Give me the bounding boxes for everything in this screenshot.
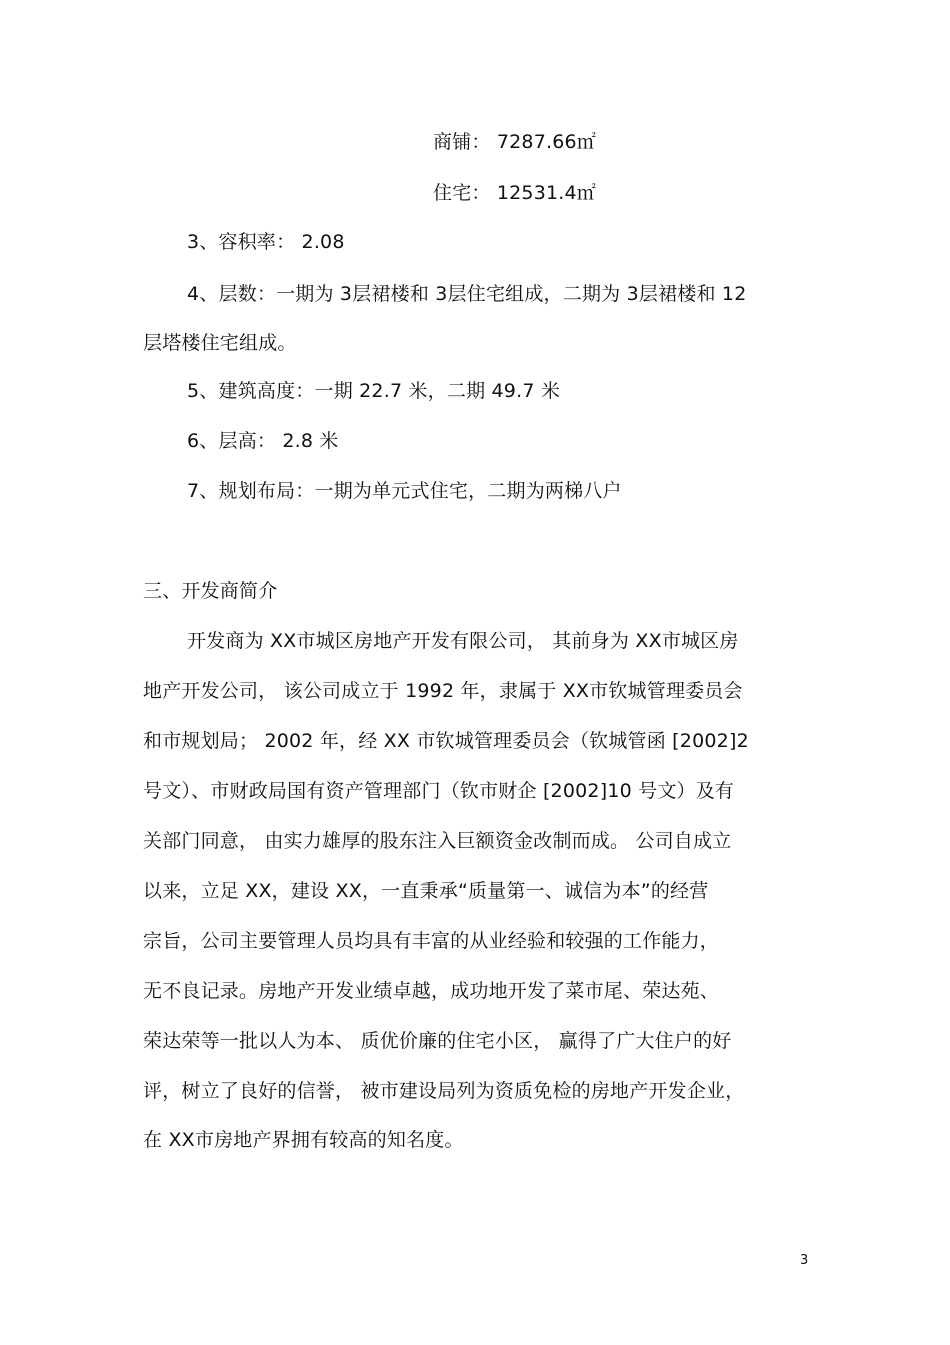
paragraph-line: 无不良记录。房地产开发业绩卓越，成功地开发了菜市尾、荣达苑、 (143, 980, 720, 1002)
item-plot-ratio: 3、容积率： 2.08 (187, 231, 345, 253)
paragraph-line: 荣达荣等一批以人为本、 质优价廉的住宅小区， 赢得了广大住户的好 (143, 1030, 732, 1052)
area-line-residential: 住宅： 12531.4㎡ (433, 182, 597, 204)
paragraph-line: 号文）、市财政局国有资产管理部门（钦市财企 [2002]10 号文）及有 (143, 780, 735, 802)
paragraph-line: 在 XX市房地产界拥有较高的知名度。 (143, 1129, 464, 1151)
paragraph-line: 宗旨，公司主要管理人员均具有丰富的从业经验和较强的工作能力， (143, 930, 720, 952)
paragraph-line: 和市规划局； 2002 年，经 XX 市钦城管理委员会（钦城管函 [2002]2 (143, 730, 749, 752)
paragraph-line: 关部门同意， 由实力雄厚的股东注入巨额资金改制而成。 公司自成立 (143, 830, 732, 852)
page-number: 3 (800, 1253, 809, 1268)
section-heading: 三、开发商简介 (143, 580, 278, 602)
paragraph-line: 以来，立足 XX，建设 XX，一直秉承“质量第一、诚信为本”的经营 (143, 880, 709, 902)
item-layout-plan: 7、规划布局：一期为单元式住宅，二期为两梯八户 (187, 480, 622, 502)
paragraph-line: 评，树立了良好的信誉， 被市建设局列为资质免检的房地产开发企业， (143, 1080, 745, 1102)
paragraph-line: 开发商为 XX市城区房地产开发有限公司， 其前身为 XX市城区房 (187, 630, 739, 652)
paragraph-line: 地产开发公司， 该公司成立于 1992 年，隶属于 XX市钦城管理委员会 (143, 680, 743, 702)
item-floors: 4、层数：一期为 3层裙楼和 3层住宅组成，二期为 3层裙楼和 12 (187, 283, 747, 305)
area-line-shops: 商铺： 7287.66㎡ (433, 131, 597, 153)
item-floor-height: 6、层高： 2.8 米 (187, 430, 339, 452)
item-building-height: 5、建筑高度：一期 22.7 米，二期 49.7 米 (187, 380, 561, 402)
item-floors-continued: 层塔楼住宅组成。 (143, 332, 297, 354)
